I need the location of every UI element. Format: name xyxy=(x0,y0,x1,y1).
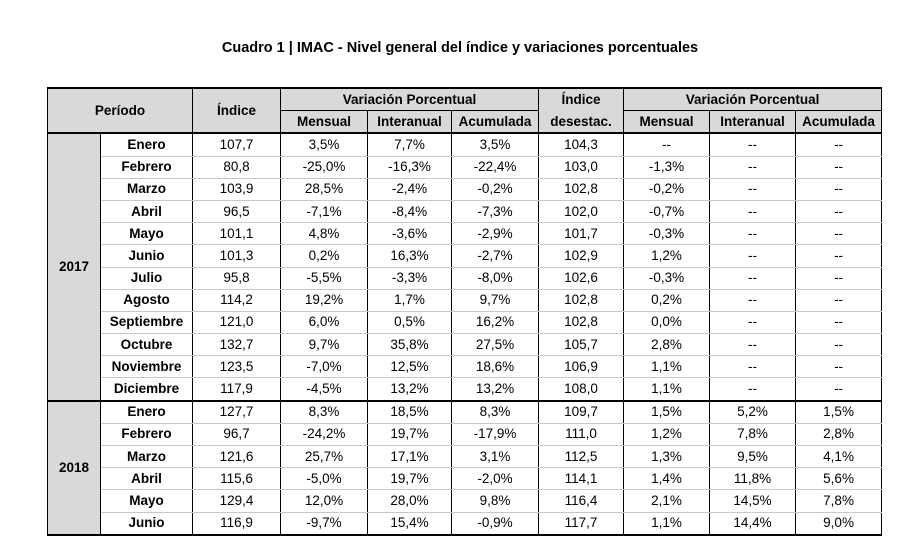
cell-d-mensual: 1,1% xyxy=(624,512,710,535)
table-row xyxy=(48,490,882,512)
cell-indice: 103,9 xyxy=(193,178,281,200)
cell-d-interanual: -- xyxy=(710,356,796,378)
cell-mensual: -24,2% xyxy=(281,423,368,445)
cell-acumulada: 3,1% xyxy=(452,446,539,468)
cell-indice: 80,8 xyxy=(193,156,281,178)
cell-mensual: -5,0% xyxy=(281,468,368,490)
cell-interanual: 13,2% xyxy=(368,378,452,401)
cell-acumulada: -8,0% xyxy=(452,267,539,289)
cell-acumulada: 9,7% xyxy=(452,289,539,311)
cell-interanual: 12,5% xyxy=(368,356,452,378)
header-desestac-acumulada: Acumulada xyxy=(796,111,882,134)
cell-interanual: 19,7% xyxy=(368,423,452,445)
cell-interanual: 7,7% xyxy=(368,133,452,156)
cell-d-acumulada: 4,1% xyxy=(796,446,882,468)
header-desestac-interanual: Interanual xyxy=(710,111,796,134)
cell-desestac: 105,7 xyxy=(539,334,624,356)
month-cell: Mayo xyxy=(101,223,193,245)
month-cell: Octubre xyxy=(101,334,193,356)
cell-acumulada: -2,7% xyxy=(452,245,539,267)
header-variacion-porcentual: Variación Porcentual xyxy=(281,88,539,111)
cell-acumulada: 8,3% xyxy=(452,401,539,424)
cell-d-mensual: -0,7% xyxy=(624,200,710,222)
cell-indice: 95,8 xyxy=(193,267,281,289)
imac-table xyxy=(47,87,882,536)
cell-mensual: 12,0% xyxy=(281,490,368,512)
cell-indice: 96,5 xyxy=(193,200,281,222)
cell-desestac: 102,8 xyxy=(539,178,624,200)
cell-d-interanual: 9,5% xyxy=(710,446,796,468)
table-body xyxy=(48,133,882,534)
cell-d-acumulada: -- xyxy=(796,156,882,178)
cell-interanual: -16,3% xyxy=(368,156,452,178)
cell-indice: 107,7 xyxy=(193,133,281,156)
header-indice-desestac-line2: desestac. xyxy=(539,111,624,134)
cell-desestac: 102,8 xyxy=(539,289,624,311)
cell-mensual: 0,2% xyxy=(281,245,368,267)
cell-desestac: 117,7 xyxy=(539,512,624,535)
cell-interanual: -3,6% xyxy=(368,223,452,245)
table-row xyxy=(48,311,882,333)
cell-d-acumulada: -- xyxy=(796,178,882,200)
header-indice: Índice xyxy=(193,88,281,133)
cell-acumulada: -17,9% xyxy=(452,423,539,445)
cell-indice: 127,7 xyxy=(193,401,281,424)
table-row xyxy=(48,356,882,378)
cell-acumulada: -0,2% xyxy=(452,178,539,200)
cell-indice: 101,3 xyxy=(193,245,281,267)
month-cell: Marzo xyxy=(101,446,193,468)
cell-acumulada: 13,2% xyxy=(452,378,539,401)
cell-interanual: -8,4% xyxy=(368,200,452,222)
cell-indice: 117,9 xyxy=(193,378,281,401)
cell-mensual: 8,3% xyxy=(281,401,368,424)
month-cell: Abril xyxy=(101,468,193,490)
cell-d-interanual: 14,4% xyxy=(710,512,796,535)
cell-interanual: 16,3% xyxy=(368,245,452,267)
cell-mensual: -9,7% xyxy=(281,512,368,535)
cell-d-mensual: -0,3% xyxy=(624,223,710,245)
cell-d-interanual: -- xyxy=(710,289,796,311)
cell-interanual: 0,5% xyxy=(368,311,452,333)
table-row xyxy=(48,223,882,245)
cell-d-acumulada: -- xyxy=(796,245,882,267)
cell-d-interanual: 5,2% xyxy=(710,401,796,424)
cell-desestac: 102,0 xyxy=(539,200,624,222)
cell-interanual: 1,7% xyxy=(368,289,452,311)
table-row xyxy=(48,289,882,311)
cell-d-acumulada: 2,8% xyxy=(796,423,882,445)
cell-d-interanual: -- xyxy=(710,178,796,200)
cell-desestac: 102,9 xyxy=(539,245,624,267)
table-row xyxy=(48,446,882,468)
cell-d-mensual: 1,2% xyxy=(624,423,710,445)
cell-d-mensual: 1,2% xyxy=(624,245,710,267)
cell-desestac: 114,1 xyxy=(539,468,624,490)
cell-acumulada: -2,0% xyxy=(452,468,539,490)
cell-indice: 96,7 xyxy=(193,423,281,445)
cell-d-interanual: -- xyxy=(710,267,796,289)
month-cell: Abril xyxy=(101,200,193,222)
cell-d-mensual: -0,2% xyxy=(624,178,710,200)
cell-d-acumulada: -- xyxy=(796,311,882,333)
cell-d-interanual: -- xyxy=(710,245,796,267)
cell-indice: 123,5 xyxy=(193,356,281,378)
cell-desestac: 108,0 xyxy=(539,378,624,401)
cell-indice: 121,0 xyxy=(193,311,281,333)
cell-acumulada: 3,5% xyxy=(452,133,539,156)
table-row xyxy=(48,245,882,267)
month-cell: Febrero xyxy=(101,156,193,178)
cell-d-mensual: 0,0% xyxy=(624,311,710,333)
cell-d-mensual: -0,3% xyxy=(624,267,710,289)
cell-desestac: 111,0 xyxy=(539,423,624,445)
cell-desestac: 104,3 xyxy=(539,133,624,156)
month-cell: Enero xyxy=(101,401,193,424)
cell-desestac: 103,0 xyxy=(539,156,624,178)
cell-d-interanual: -- xyxy=(710,200,796,222)
table-row xyxy=(48,334,882,356)
cell-d-mensual: 1,4% xyxy=(624,468,710,490)
cell-d-acumulada: -- xyxy=(796,267,882,289)
cell-d-interanual: -- xyxy=(710,311,796,333)
cell-d-acumulada: -- xyxy=(796,334,882,356)
cell-d-mensual: 1,1% xyxy=(624,356,710,378)
cell-acumulada: -7,3% xyxy=(452,200,539,222)
cell-d-acumulada: 1,5% xyxy=(796,401,882,424)
month-cell: Marzo xyxy=(101,178,193,200)
cell-d-mensual: 1,3% xyxy=(624,446,710,468)
month-cell: Junio xyxy=(101,512,193,535)
cell-interanual: 18,5% xyxy=(368,401,452,424)
cell-d-interanual: -- xyxy=(710,378,796,401)
cell-d-acumulada: -- xyxy=(796,289,882,311)
cell-d-mensual: -1,3% xyxy=(624,156,710,178)
month-cell: Febrero xyxy=(101,423,193,445)
cell-d-interanual: -- xyxy=(710,133,796,156)
cell-desestac: 109,7 xyxy=(539,401,624,424)
table-row xyxy=(48,267,882,289)
month-cell: Julio xyxy=(101,267,193,289)
cell-d-interanual: 7,8% xyxy=(710,423,796,445)
month-cell: Junio xyxy=(101,245,193,267)
month-cell: Noviembre xyxy=(101,356,193,378)
cell-indice: 121,6 xyxy=(193,446,281,468)
cell-interanual: 28,0% xyxy=(368,490,452,512)
cell-d-acumulada: -- xyxy=(796,133,882,156)
month-cell: Agosto xyxy=(101,289,193,311)
cell-interanual: 17,1% xyxy=(368,446,452,468)
month-cell: Enero xyxy=(101,133,193,156)
header-mensual: Mensual xyxy=(281,111,368,134)
cell-d-interanual: -- xyxy=(710,334,796,356)
cell-d-mensual: 2,8% xyxy=(624,334,710,356)
cell-indice: 129,4 xyxy=(193,490,281,512)
cell-desestac: 102,8 xyxy=(539,311,624,333)
cell-d-acumulada: -- xyxy=(796,200,882,222)
cell-d-acumulada: -- xyxy=(796,223,882,245)
cell-d-interanual: 14,5% xyxy=(710,490,796,512)
month-cell: Septiembre xyxy=(101,311,193,333)
table-row xyxy=(48,512,882,535)
cell-interanual: 15,4% xyxy=(368,512,452,535)
cell-acumulada: 27,5% xyxy=(452,334,539,356)
cell-mensual: 4,8% xyxy=(281,223,368,245)
cell-desestac: 106,9 xyxy=(539,356,624,378)
cell-interanual: 19,7% xyxy=(368,468,452,490)
cell-mensual: -7,0% xyxy=(281,356,368,378)
cell-d-acumulada: -- xyxy=(796,356,882,378)
cell-mensual: 19,2% xyxy=(281,289,368,311)
cell-d-acumulada: 7,8% xyxy=(796,490,882,512)
cell-mensual: 6,0% xyxy=(281,311,368,333)
cell-acumulada: 18,6% xyxy=(452,356,539,378)
cell-mensual: -5,5% xyxy=(281,267,368,289)
year-cell: 2017 xyxy=(48,133,101,400)
month-cell: Mayo xyxy=(101,490,193,512)
cell-acumulada: 9,8% xyxy=(452,490,539,512)
table-row xyxy=(48,156,882,178)
cell-d-mensual: 0,2% xyxy=(624,289,710,311)
cell-d-interanual: -- xyxy=(710,223,796,245)
year-cell: 2018 xyxy=(48,401,101,535)
cell-d-acumulada: 9,0% xyxy=(796,512,882,535)
cell-mensual: 3,5% xyxy=(281,133,368,156)
cell-mensual: 28,5% xyxy=(281,178,368,200)
cell-desestac: 112,5 xyxy=(539,446,624,468)
cell-d-acumulada: 5,6% xyxy=(796,468,882,490)
cell-desestac: 116,4 xyxy=(539,490,624,512)
table-row xyxy=(48,200,882,222)
cell-indice: 116,9 xyxy=(193,512,281,535)
header-periodo: Período xyxy=(48,88,193,133)
cell-d-mensual: 1,1% xyxy=(624,378,710,401)
header-interanual: Interanual xyxy=(368,111,452,134)
cell-interanual: -2,4% xyxy=(368,178,452,200)
cell-desestac: 101,7 xyxy=(539,223,624,245)
cell-acumulada: 16,2% xyxy=(452,311,539,333)
cell-desestac: 102,6 xyxy=(539,267,624,289)
table-row xyxy=(48,133,882,156)
cell-indice: 115,6 xyxy=(193,468,281,490)
cell-acumulada: -2,9% xyxy=(452,223,539,245)
table-row xyxy=(48,468,882,490)
cell-d-mensual: 2,1% xyxy=(624,490,710,512)
month-cell: Diciembre xyxy=(101,378,193,401)
header-acumulada: Acumulada xyxy=(452,111,539,134)
header-variacion-porcentual-desestac: Variación Porcentual xyxy=(624,88,882,111)
table-row xyxy=(48,401,882,424)
cell-d-mensual: 1,5% xyxy=(624,401,710,424)
cell-acumulada: -0,9% xyxy=(452,512,539,535)
header-desestac-mensual: Mensual xyxy=(624,111,710,134)
cell-mensual: -7,1% xyxy=(281,200,368,222)
table-row xyxy=(48,178,882,200)
cell-d-acumulada: -- xyxy=(796,378,882,401)
cell-mensual: -4,5% xyxy=(281,378,368,401)
cell-indice: 101,1 xyxy=(193,223,281,245)
cell-indice: 114,2 xyxy=(193,289,281,311)
header-indice-desestac-line1: Índice xyxy=(539,88,624,111)
table-row xyxy=(48,378,882,401)
cell-mensual: 9,7% xyxy=(281,334,368,356)
cell-d-interanual: 11,8% xyxy=(710,468,796,490)
table-row xyxy=(48,423,882,445)
cell-d-mensual: -- xyxy=(624,133,710,156)
cell-mensual: -25,0% xyxy=(281,156,368,178)
table-title: Cuadro 1 | IMAC - Nivel general del índice y variaciones porcentuales xyxy=(221,40,699,56)
cell-interanual: -3,3% xyxy=(368,267,452,289)
cell-mensual: 25,7% xyxy=(281,446,368,468)
cell-interanual: 35,8% xyxy=(368,334,452,356)
cell-indice: 132,7 xyxy=(193,334,281,356)
cell-d-interanual: -- xyxy=(710,156,796,178)
cell-acumulada: -22,4% xyxy=(452,156,539,178)
